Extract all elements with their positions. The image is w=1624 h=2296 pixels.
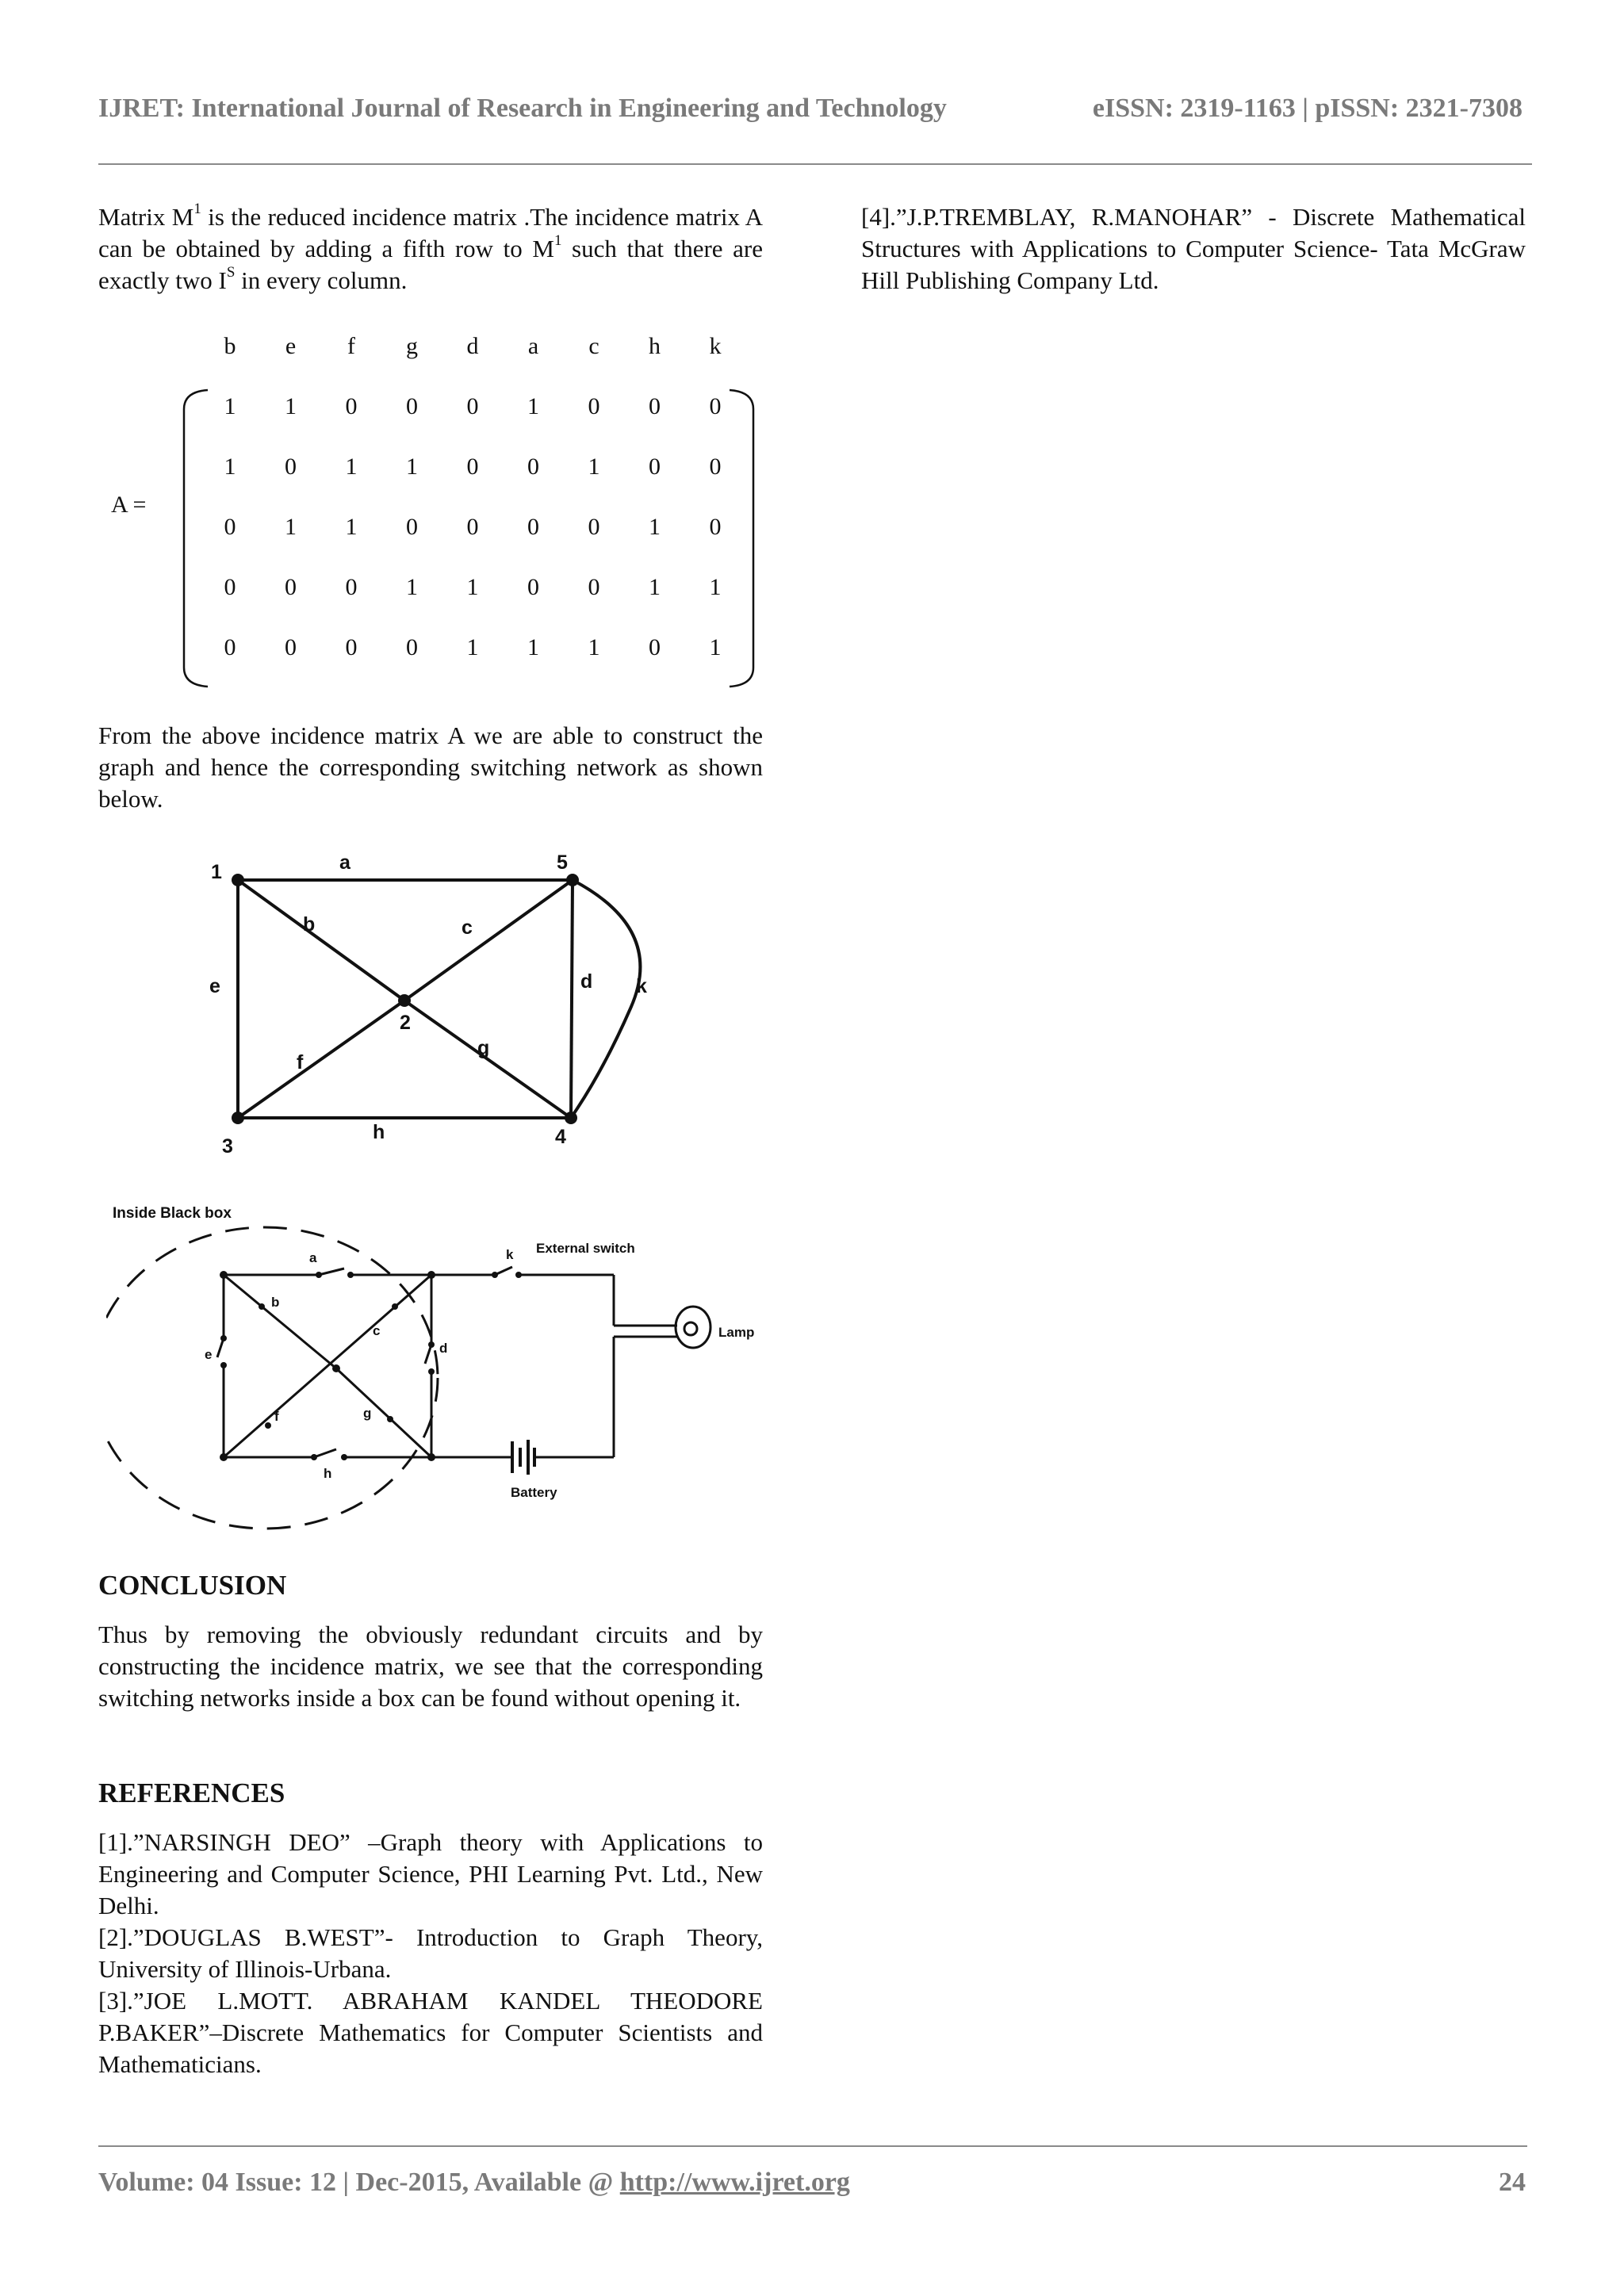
edge-g bbox=[404, 1001, 571, 1118]
battery-label: Battery bbox=[511, 1485, 557, 1500]
switch-label-d: d bbox=[439, 1341, 448, 1356]
matrix-cell: 0 bbox=[709, 514, 722, 540]
matrix-cell: 0 bbox=[224, 514, 236, 540]
edge-label-f: f bbox=[297, 1051, 304, 1073]
journal-title: IJRET: International Journal of Research in Engineering and Technology bbox=[98, 94, 947, 123]
matrix-cell: 0 bbox=[224, 634, 236, 660]
intro-text-1: Matrix M bbox=[98, 203, 194, 231]
switch-label-h: h bbox=[324, 1466, 332, 1481]
matrix-cell: 0 bbox=[588, 514, 600, 540]
switch-label-b: b bbox=[271, 1295, 280, 1310]
edge-label-d: d bbox=[580, 970, 593, 993]
edge-k bbox=[571, 880, 640, 1118]
matrix-cell: 1 bbox=[466, 634, 479, 660]
matrix-cell: 0 bbox=[345, 393, 358, 419]
intro-sup-1: 1 bbox=[193, 200, 201, 217]
matrix-cell: 1 bbox=[588, 634, 600, 660]
header-rule bbox=[98, 163, 1532, 165]
vertex-1 bbox=[232, 874, 244, 886]
switch-label-e: e bbox=[205, 1347, 213, 1362]
matrix-cell: 1 bbox=[224, 393, 236, 419]
footer-rule bbox=[98, 2145, 1527, 2147]
matrix-column-header: f bbox=[347, 333, 355, 359]
vertex-3 bbox=[232, 1112, 244, 1124]
matrix-column-header: h bbox=[649, 333, 661, 359]
incidence-matrix bbox=[98, 325, 780, 698]
reference-item: [4].”J.P.TREMBLAY, R.MANOHAR” - Discrete Mathematical Structures with Applications to Computer Science- Tata McGraw Hill Publishing Company Ltd. bbox=[861, 203, 1526, 294]
matrix-cell: 1 bbox=[406, 574, 418, 600]
reference-item-4 bbox=[861, 201, 1526, 297]
matrix-column-header: k bbox=[709, 333, 722, 359]
matrix-column-header: d bbox=[466, 333, 479, 359]
matrix-cell: 0 bbox=[466, 514, 479, 540]
conclusion-text: Thus by removing the obviously redundant circuits and by constructing the incidence matrix, we see that the corresponding switching networks inside a box can be found without opening it. bbox=[98, 1621, 763, 1712]
matrix-cell: 1 bbox=[709, 634, 722, 660]
switch-label-a: a bbox=[309, 1250, 317, 1265]
matrix-column-header: c bbox=[588, 333, 599, 359]
matrix-cell: 0 bbox=[466, 393, 479, 419]
matrix-cell: 1 bbox=[527, 634, 539, 660]
matrix-brackets bbox=[98, 325, 780, 698]
matrix-cell: 1 bbox=[345, 453, 358, 480]
vertex-2 bbox=[398, 994, 411, 1007]
matrix-cell: 1 bbox=[649, 514, 661, 540]
matrix-cell: 1 bbox=[527, 393, 539, 419]
intro-text-2: is the reduced incidence matrix .The incidence matrix A can be obtained by adding a fifth row to M bbox=[98, 203, 764, 262]
battery-icon bbox=[512, 1440, 534, 1475]
matrix-cell: 0 bbox=[588, 393, 600, 419]
external-switch-label: External switch bbox=[536, 1241, 635, 1256]
page-number: 24 bbox=[1499, 2168, 1526, 2197]
edge-d bbox=[571, 880, 573, 1118]
edge-label-a: a bbox=[339, 851, 350, 874]
switch-label-g: g bbox=[363, 1406, 372, 1421]
matrix-cell: 1 bbox=[345, 514, 358, 540]
references-list bbox=[98, 1827, 763, 2080]
matrix-cell: 1 bbox=[588, 453, 600, 480]
matrix-cell: 0 bbox=[285, 634, 297, 660]
matrix-cell: 0 bbox=[345, 634, 358, 660]
matrix-cell: 0 bbox=[406, 393, 418, 419]
edge-label-e: e bbox=[209, 975, 220, 997]
reference-item: [2].”DOUGLAS B.WEST”- Introduction to Graph Theory, University of Illinois-Urbana. bbox=[98, 1923, 763, 1983]
matrix-cell: 0 bbox=[709, 393, 722, 419]
matrix-column-header: e bbox=[285, 333, 297, 359]
vertex-label-3: 3 bbox=[222, 1135, 233, 1158]
reference-item: [3].”JOE L.MOTT. ABRAHAM KANDEL THEODORE P.BAKER”–Discrete Mathematics for Computer Scientists and Mathematicians. bbox=[98, 1987, 763, 2078]
switch-label-k: k bbox=[506, 1247, 514, 1262]
reference-item: [1].”NARSINGH DEO” –Graph theory with Applications to Engineering and Computer Science, PHI Learning Pvt. Ltd., New Delhi. bbox=[98, 1828, 763, 1919]
vertex-5 bbox=[566, 874, 579, 886]
intro-sup-3: S bbox=[226, 263, 236, 281]
page-footer bbox=[98, 2168, 1526, 2198]
matrix-cell: 0 bbox=[406, 634, 418, 660]
issn-info: eISSN: 2319-1163 | pISSN: 2321-7308 bbox=[1092, 94, 1522, 123]
circuit-title: Inside Black box bbox=[113, 1205, 232, 1222]
graph-figure bbox=[190, 842, 666, 1163]
page-header bbox=[98, 94, 1526, 141]
matrix-cell: 0 bbox=[527, 453, 539, 480]
matrix-cell: 1 bbox=[649, 574, 661, 600]
matrix-cell: 0 bbox=[345, 574, 358, 600]
matrix-cell: 0 bbox=[466, 453, 479, 480]
lamp-label: Lamp bbox=[718, 1325, 755, 1340]
matrix-cell: 1 bbox=[709, 574, 722, 600]
matrix-column-header: g bbox=[406, 333, 418, 359]
matrix-cell: 0 bbox=[285, 453, 297, 480]
edge-label-k: k bbox=[636, 975, 647, 997]
intro-sup-2: 1 bbox=[553, 232, 562, 249]
matrix-cell: 0 bbox=[527, 514, 539, 540]
construct-text: From the above incidence matrix A we are able to construct the graph and hence the corresponding switching network as shown below. bbox=[98, 721, 763, 813]
matrix-cell: 1 bbox=[285, 514, 297, 540]
vertex-label-2: 2 bbox=[400, 1012, 411, 1034]
matrix-cell: 0 bbox=[649, 393, 661, 419]
edge-label-c: c bbox=[462, 916, 473, 939]
matrix-column-header: a bbox=[527, 333, 539, 359]
matrix-cell: 0 bbox=[588, 574, 600, 600]
black-box-boundary bbox=[106, 1227, 438, 1529]
edge-label-g: g bbox=[477, 1037, 490, 1059]
matrix-cell: 0 bbox=[709, 453, 722, 480]
matrix-cell: 1 bbox=[285, 393, 297, 419]
vertex-label-1: 1 bbox=[211, 861, 222, 883]
edge-c bbox=[404, 880, 573, 1001]
edge-b bbox=[238, 880, 404, 1001]
matrix-column-header: b bbox=[224, 333, 236, 359]
matrix-cell: 1 bbox=[466, 574, 479, 600]
matrix-cell: 0 bbox=[649, 453, 661, 480]
vertex-4 bbox=[565, 1112, 577, 1124]
lamp-icon bbox=[676, 1307, 710, 1348]
matrix-cell: 0 bbox=[406, 514, 418, 540]
intro-text-4: in every column. bbox=[235, 266, 408, 294]
intro-text-3: such that there are exactly two I bbox=[98, 235, 763, 294]
footer-volume-info: Volume: 04 Issue: 12 | Dec-2015, Available @ bbox=[98, 2168, 620, 2197]
construct-paragraph bbox=[98, 720, 763, 815]
switch-label-f: f bbox=[274, 1409, 279, 1424]
edge-f bbox=[238, 1001, 404, 1118]
references-heading: REFERENCES bbox=[98, 1777, 285, 1808]
edge-label-h: h bbox=[373, 1121, 385, 1143]
matrix-cell: 0 bbox=[285, 574, 297, 600]
vertex-label-4: 4 bbox=[555, 1126, 566, 1148]
vertex-label-5: 5 bbox=[557, 851, 568, 874]
matrix-cell: 0 bbox=[649, 634, 661, 660]
matrix-label: A = bbox=[111, 492, 147, 518]
circuit-figure bbox=[106, 1196, 764, 1540]
matrix-cell: 0 bbox=[224, 574, 236, 600]
switch-label-c: c bbox=[373, 1323, 381, 1338]
intro-paragraph bbox=[98, 201, 763, 297]
matrix-cell: 0 bbox=[527, 574, 539, 600]
conclusion-paragraph bbox=[98, 1619, 763, 1714]
matrix-cell: 1 bbox=[406, 453, 418, 480]
conclusion-heading: CONCLUSION bbox=[98, 1570, 287, 1601]
edge-label-b: b bbox=[303, 913, 316, 936]
matrix-cell: 1 bbox=[224, 453, 236, 480]
journal-link[interactable]: http://www.ijret.org bbox=[619, 2168, 850, 2197]
